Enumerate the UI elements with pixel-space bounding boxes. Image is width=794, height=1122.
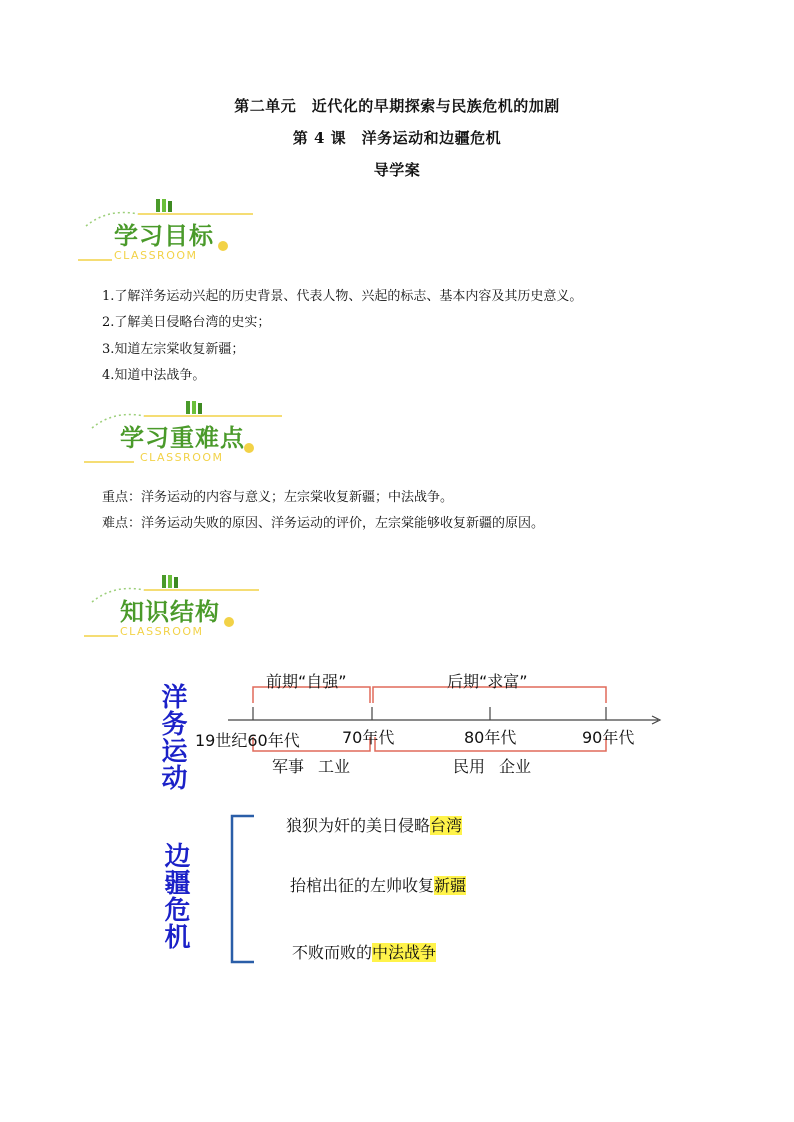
objective-line: 3.知道左宗棠收复新疆；: [102, 342, 245, 357]
lower-early-label: 军事: [272, 757, 305, 776]
crisis-item: 抬棺出征的左帅收复新疆: [290, 876, 467, 895]
section-heading-text: 学习目标: [114, 222, 214, 250]
crisis-item: 狼狈为奸的美日侵略台湾: [286, 816, 463, 835]
unit-title: 第二单元 近代化的早期探索与民族危机的加剧: [234, 97, 560, 115]
frontier-crisis-label: 边疆危机: [160, 842, 190, 950]
crisis-highlight: 台湾: [430, 816, 463, 835]
crisis-highlight: 新疆: [434, 876, 467, 895]
tick-label: 90年代: [582, 728, 635, 747]
crisis-highlight: 中法战争: [372, 943, 437, 962]
doc-type-title: 导学案: [373, 161, 421, 179]
keypoint-line: 重点：洋务运动的内容与意义；左宗棠收复新疆；中法战争。: [102, 490, 454, 505]
lesson-title: 第 4 课 洋务运动和边疆危机: [292, 129, 502, 147]
objective-line: 4.知道中法战争。: [102, 368, 206, 383]
tick-label: 19世纪60年代: [195, 731, 300, 750]
objective-line: 2.了解美日侵略台湾的史实；: [102, 315, 271, 330]
difficulty-line: 难点：洋务运动失败的原因、洋务运动的评价，左宗棠能够收复新疆的原因。: [102, 516, 545, 531]
section-heading-text: 学习重难点: [120, 424, 245, 452]
lower-early-label: 工业: [318, 757, 351, 776]
section-sub-text: CLASSROOM: [114, 249, 198, 262]
period-late-label: 后期“求富”: [447, 672, 528, 691]
tick-label: 70年代: [342, 728, 395, 747]
section-heading-objectives: [78, 196, 278, 276]
section-heading-keypoints: [84, 398, 284, 478]
yangwu-movement-label: 洋务运动: [157, 683, 187, 791]
lower-late-label: 企业: [499, 757, 532, 776]
period-early-label: 前期“自强”: [266, 672, 347, 691]
section-heading-text: 知识结构: [120, 598, 220, 626]
section-sub-text: CLASSROOM: [140, 451, 224, 464]
section-heading-structure: [84, 572, 284, 652]
crisis-bracket-icon: [222, 812, 262, 968]
section-sub-text: CLASSROOM: [120, 625, 204, 638]
objective-line: 1.了解洋务运动兴起的历史背景、代表人物、兴起的标志、基本内容及其历史意义。: [102, 289, 583, 304]
lower-late-label: 民用: [453, 757, 486, 776]
crisis-item: 不败而败的中法战争: [292, 943, 437, 962]
tick-label: 80年代: [464, 728, 517, 747]
